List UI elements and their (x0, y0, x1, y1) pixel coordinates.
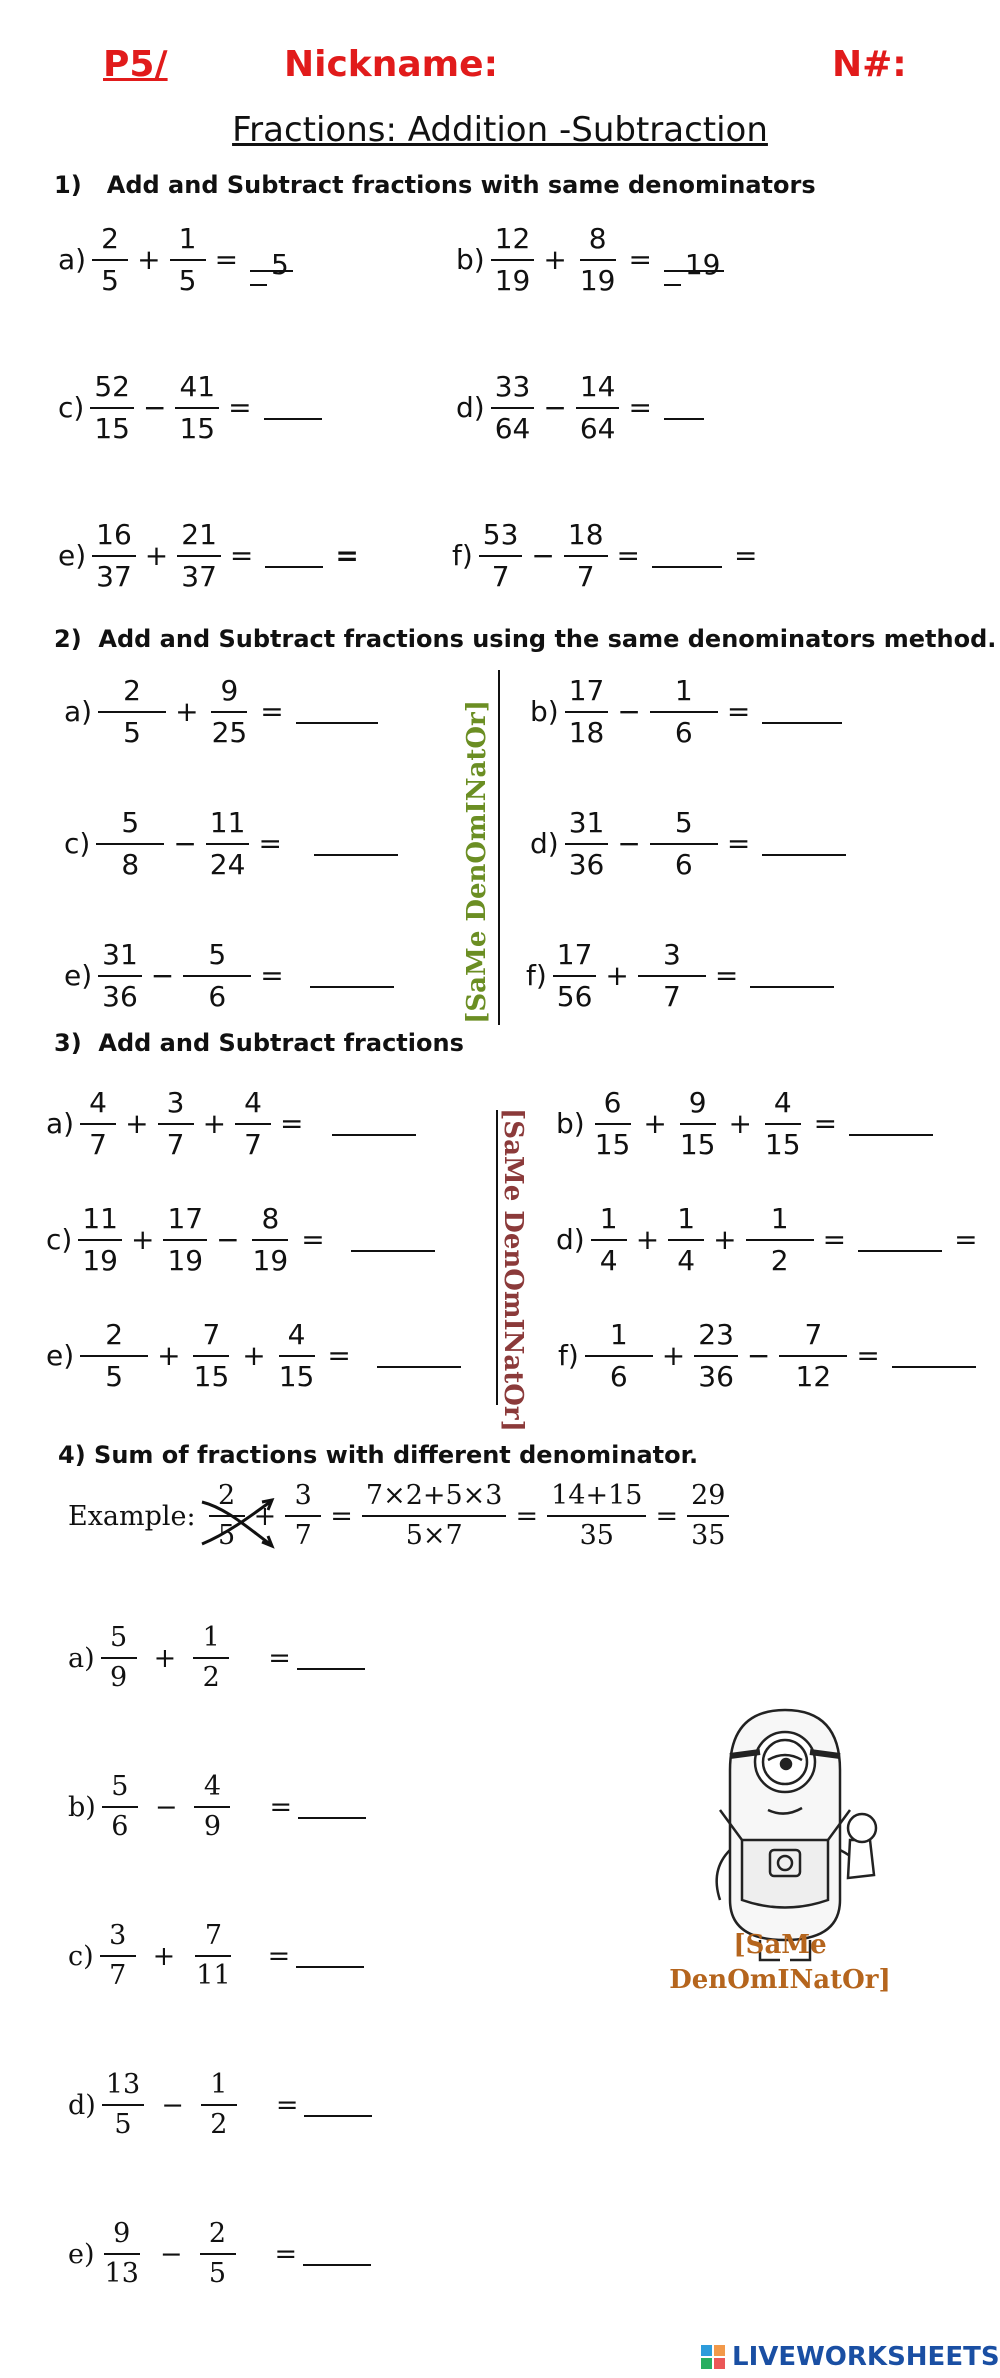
s1-item-b: b) $\frac{12}{19}$ + $\frac{8}{19}$ = 19 (456, 222, 730, 297)
answer-blank[interactable] (314, 832, 398, 856)
answer-blank[interactable] (377, 1344, 461, 1368)
s4-item-e: e) $\frac{9}{13}$ − $\frac{2}{5}$ = (68, 2218, 377, 2291)
answer-blank[interactable] (849, 1112, 933, 1136)
answer-blank[interactable] (310, 964, 394, 988)
s3-item-b: b) $\frac{6}{15}$ + $\frac{9}{15}$ + $\frac{4}{15}$ = (556, 1086, 939, 1161)
class-label: P5/ (103, 44, 168, 85)
s4-item-b: b) $\frac{5}{6}$ − $\frac{4}{9}$ = (68, 1771, 372, 1844)
minion-caption: [SaMe DenOmINatOr] (669, 1930, 891, 1996)
section2-heading: 2) Add and Subtract fractions using the same denominators method. (54, 625, 997, 653)
liveworksheets-logo[interactable]: LIVEWORKSHEETS (700, 2342, 1000, 2372)
section2-divider (498, 670, 500, 1025)
s2-item-c: c) $\frac{5}{8}$ − $\frac{11}{24}$ = (64, 806, 404, 881)
s2-item-d: d) $\frac{31}{36}$ − $\frac{5}{6}$ = (530, 806, 852, 881)
example-row: Example: $\frac{2}{5}$ + $\frac{3}{7}$ = $\frac{7\times 2+5\times 3}{5\times 7}$ = $\frac{14+15}{35}$ = $\frac{29}{35}$ (68, 1480, 732, 1553)
s3-item-d: d) $\frac{1}{4}$ + $\frac{1}{4}$ + $\frac{1}{2}$ = = (556, 1202, 978, 1277)
answer-blank[interactable] (296, 700, 378, 724)
answer-blank[interactable] (304, 2093, 372, 2117)
s4-item-c: c) $\frac{3}{7}$ + $\frac{7}{11}$ = (68, 1920, 370, 1993)
s1-item-f: f) $\frac{53}{7}$ − $\frac{18}{7}$ = = (452, 518, 758, 593)
s4-item-a: a) $\frac{5}{9}$ + $\frac{1}{2}$ = (68, 1622, 371, 1695)
answer-fraction[interactable]: 19 (664, 248, 725, 272)
section3-heading: 3) Add and Subtract fractions (54, 1029, 464, 1057)
answer-blank[interactable] (297, 1646, 365, 1670)
answer-blank[interactable] (298, 1795, 366, 1819)
s2-item-a: a) $\frac{2}{5}$ + $\frac{9}{25}$ = (64, 674, 384, 749)
s1-item-a: a) $\frac{2}{5}$ + $\frac{1}{5}$ = 5 (58, 222, 299, 297)
answer-blank[interactable] (652, 544, 722, 568)
answer-blank[interactable] (303, 2242, 371, 2266)
answer-blank[interactable] (332, 1112, 416, 1136)
s4-item-d: d) $\frac{13}{5}$ − $\frac{1}{2}$ = (68, 2069, 378, 2142)
section1-heading: 1) Add and Subtract fractions with same denominators (54, 171, 816, 199)
answer-blank[interactable] (296, 1944, 364, 1968)
s3-item-f: f) $\frac{1}{6}$ + $\frac{23}{36}$ − $\frac{7}{12}$ = (558, 1318, 982, 1393)
s1-item-c: c) $\frac{52}{15}$ − $\frac{41}{15}$ = (58, 370, 328, 445)
s3-item-a: a) $\frac{4}{7}$ + $\frac{3}{7}$ + $\frac{4}{7}$ = (46, 1086, 422, 1161)
s2-item-b: b) $\frac{17}{18}$ − $\frac{1}{6}$ = (530, 674, 848, 749)
number-label: N#: (832, 44, 907, 85)
s3-item-c: c) $\frac{11}{19}$ + $\frac{17}{19}$ − $\frac{8}{19}$ = (46, 1202, 441, 1277)
s1-item-d: d) $\frac{33}{64}$ − $\frac{14}{64}$ = (456, 370, 710, 445)
answer-blank[interactable] (351, 1228, 435, 1252)
section4-heading: 4) Sum of fractions with different denominator. (58, 1441, 699, 1469)
cross-multiply-arrows-icon (196, 1494, 278, 1554)
section2-side-label: [SaMe DenOmINatOr] (462, 700, 492, 1024)
answer-blank[interactable] (750, 964, 834, 988)
s1-item-e: e) $\frac{16}{37}$ + $\frac{21}{37}$ = = (58, 518, 359, 593)
answer-blank[interactable] (762, 832, 846, 856)
s2-item-e: e) $\frac{31}{36}$ − $\frac{5}{6}$ = (64, 938, 400, 1013)
section3-divider (496, 1110, 498, 1405)
section3-side-label: [SaMe DenOmINatOr] (498, 1108, 528, 1432)
liveworksheets-grid-icon (700, 2344, 726, 2370)
fraction: $\frac{1}{5}$ (170, 222, 206, 297)
page-title: Fractions: Addition -Subtraction (232, 110, 768, 150)
s2-item-f: f) $\frac{17}{56}$ + $\frac{3}{7}$ = (526, 938, 840, 1013)
answer-blank[interactable] (762, 700, 842, 724)
answer-blank[interactable] (892, 1344, 976, 1368)
answer-blank[interactable] (858, 1228, 942, 1252)
answer-blank[interactable] (264, 396, 322, 420)
nickname-label: Nickname: (284, 44, 498, 85)
s3-item-e: e) $\frac{2}{5}$ + $\frac{7}{15}$ + $\frac{4}{15}$ = (46, 1318, 467, 1393)
answer-blank[interactable] (265, 544, 323, 568)
answer-fraction[interactable]: 5 (250, 248, 293, 272)
fraction: $\frac{2}{5}$ (92, 222, 128, 297)
answer-blank[interactable] (664, 396, 704, 420)
